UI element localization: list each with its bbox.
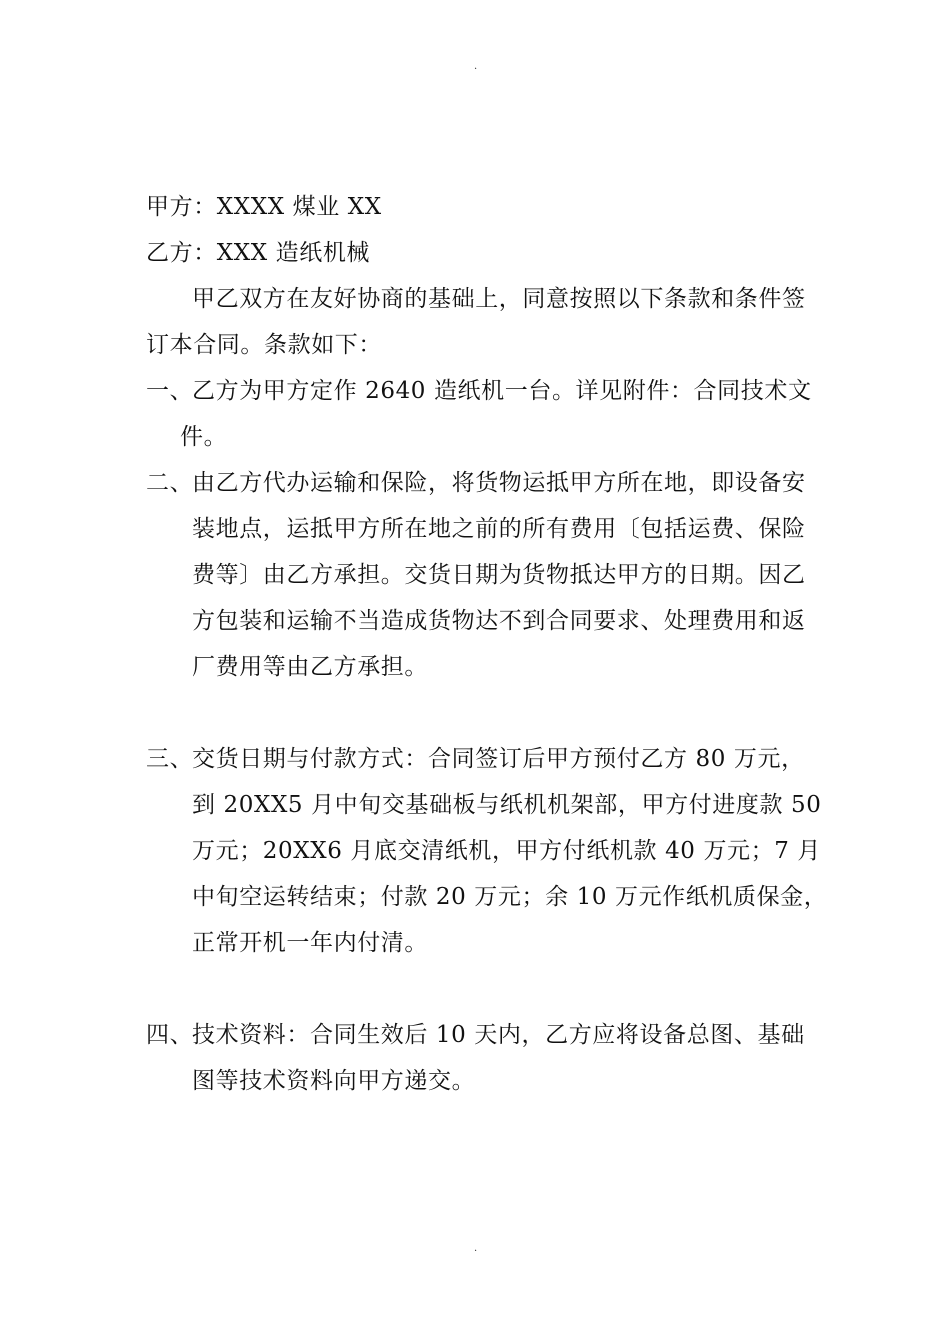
clause-line: 万元；20XX6 月底交清纸机，甲方付纸机款 40 万元；7 月 [192,838,821,864]
clause-3 [146,736,828,966]
clause-line: 中旬空运转结束；付款 20 万元；余 10 万元作纸机质保金， [192,884,828,910]
clause-number: 二、 [146,470,194,496]
clause-line: 正常开机一年内付清。 [192,930,428,956]
clause-number: 三、 [146,746,194,772]
clause-line: 装地点，运抵甲方所在地之前的所有费用〔包括运费、保险 [192,516,806,542]
contract-body [146,184,828,1104]
clause-line: 件。 [180,424,228,450]
party-a-line: 甲方：XXXX 煤业 XX [146,194,382,220]
party-b-line: 乙方：XXX 造纸机械 [146,240,371,266]
paragraph-spacer [146,690,816,736]
clause-line: 交货日期与付款方式：合同签订后甲方预付乙方 80 万元， [192,746,805,772]
paragraph-spacer [146,966,816,1012]
clause-line: 费等〕由乙方承担。交货日期为货物抵达甲方的日期。因乙 [192,562,806,588]
header-dot: . [474,61,478,72]
intro-line-2: 订本合同。条款如下： [146,332,382,358]
clause-number: 四、 [146,1022,194,1048]
clause-line: 方包装和运输不当造成货物达不到合同要求、处理费用和返 [192,608,806,634]
clause-line: 乙方为甲方定作 2640 造纸机一台。详见附件：合同技术文 [192,378,812,404]
clause-line: 技术资料：合同生效后 10 天内，乙方应将设备总图、基础 [192,1022,805,1048]
intro-line-1: 甲乙双方在友好协商的基础上，同意按照以下条款和条件签 [192,286,806,312]
clause-line: 由乙方代办运输和保险，将货物运抵甲方所在地，即设备安 [192,470,806,496]
clause-1 [146,368,816,460]
footer-dot: . [474,1243,478,1254]
clause-number: 一、 [146,378,194,404]
clause-2 [146,460,816,690]
clause-line: 图等技术资料向甲方递交。 [192,1068,476,1094]
clause-4 [146,1012,816,1104]
clause-line: 到 20XX5 月中旬交基础板与纸机机架部，甲方付进度款 50 [192,792,822,818]
clause-line: 厂费用等由乙方承担。 [192,654,428,680]
